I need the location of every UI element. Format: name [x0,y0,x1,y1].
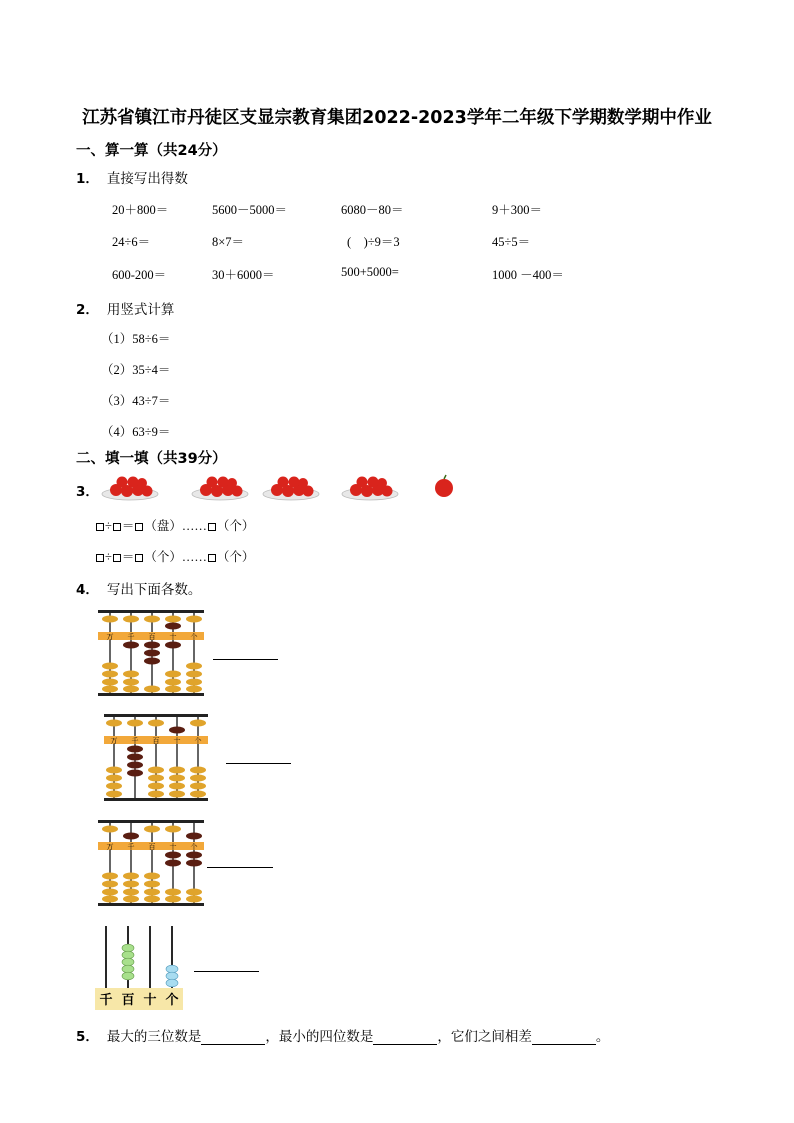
calc-item: 1000 －400＝ [492,268,564,282]
plate-1 [102,477,158,501]
answer-box[interactable] [208,523,216,531]
question-number: 3． [76,484,99,500]
abacus-label: 个 [190,843,198,851]
answer-line[interactable] [207,867,273,868]
question-number: 2． [76,302,99,318]
vertical-calc-item: （1）58÷6＝ [101,332,171,346]
answer-box[interactable] [208,554,216,562]
vertical-calc-item: （3）43÷7＝ [101,394,171,408]
section-heading-1: 一、算一算（共24分） [76,143,227,159]
answer-box[interactable] [135,554,143,562]
question-1 [76,167,188,187]
abacus-label: 万 [110,737,118,745]
abacus-label: 千 [127,633,135,641]
abacus-label: 十 [169,843,177,851]
abacus-label: 十 [169,633,177,641]
question-text: 用竖式计算 [106,302,175,318]
single-apple [435,475,453,497]
abacus-label: 万 [106,843,114,851]
calc-item: 45÷5＝ [492,235,531,249]
answer-line[interactable] [194,971,259,972]
answer-line[interactable] [213,659,278,660]
abacus-label: 千 [127,843,135,851]
calc-item: 20＋800＝ [112,203,169,217]
calc-item: 500+5000= [341,265,399,279]
answer-box[interactable] [113,554,121,562]
division-line-2: ÷ ＝ （个）…… （个） [95,547,254,565]
question-number: 5． [76,1029,99,1045]
abacus-label: 个 [190,633,198,641]
question-4 [76,578,201,598]
answer-box[interactable] [135,523,143,531]
counting-frame [94,922,190,1012]
calc-item: ( )÷9＝3 [347,235,400,249]
abacus-label: 个 [194,737,202,745]
question-5: 5． 最大的三位数是 ，最小的四位数是 ，它们之间相差 。 [76,1029,610,1045]
section-heading-2: 二、填一填（共39分） [76,451,227,467]
calc-item: 600-200＝ [112,268,167,282]
plate-4 [342,477,398,501]
division-line-1: ÷ ＝ （盘）…… （个） [95,516,254,534]
calc-item: 30＋6000＝ [212,268,275,282]
abacus-label: 百 [152,737,160,745]
abacus-label: 万 [106,633,114,641]
question-2 [76,298,174,318]
plate-3 [263,477,319,501]
answer-line[interactable] [226,763,291,764]
vertical-calc-item: （2）35÷4＝ [101,363,171,377]
calc-item: 24÷6＝ [112,235,151,249]
abacus-label: 十 [173,737,181,745]
answer-blank[interactable] [373,1030,437,1045]
abacus-1 [96,608,206,698]
counter-label: 个 [165,993,179,1008]
question-number: 1． [76,171,99,187]
abacus-2 [102,712,210,804]
answer-blank[interactable] [201,1030,265,1045]
question-text: 写出下面各数。 [106,582,202,598]
abacus-label: 千 [131,737,139,745]
answer-blank[interactable] [532,1030,596,1045]
vertical-calc-item: （4）63÷9＝ [101,425,171,439]
counter-label: 百 [121,993,135,1008]
apple-plates-illustration [100,470,470,506]
question-text: 直接写出得数 [106,171,188,187]
question-number: 4． [76,582,99,598]
plate-2 [192,477,248,501]
calc-item: 6080－80＝ [341,203,404,217]
abacus-label: 百 [148,843,156,851]
answer-box[interactable] [96,554,104,562]
calc-item: 8×7＝ [212,235,245,249]
answer-box[interactable] [113,523,121,531]
abacus-3 [96,818,206,908]
counter-label: 千 [99,993,113,1008]
abacus-label: 百 [148,633,156,641]
answer-box[interactable] [96,523,104,531]
calc-item: 5600－5000＝ [212,203,288,217]
calc-item: 9＋300＝ [492,203,543,217]
page-title: 江苏省镇江市丹徒区支显宗教育集团2022-2023学年二年级下学期数学期中作业 [82,108,712,128]
counter-label: 十 [143,993,157,1008]
